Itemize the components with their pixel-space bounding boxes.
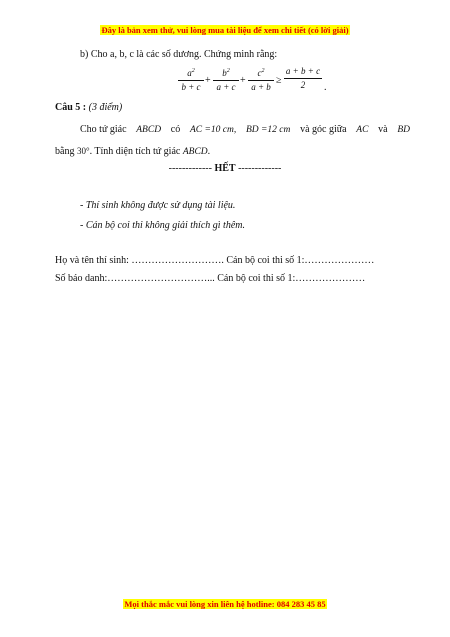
q5-angle: 30°: [76, 146, 90, 156]
question-5-line-2: [55, 146, 210, 157]
plus-sign-1: +: [205, 75, 211, 86]
f2-den: a + c: [216, 82, 236, 92]
end-word: HẾT: [214, 163, 236, 174]
f2-sup: 2: [226, 68, 230, 74]
question-5-points: (3 điểm): [88, 102, 123, 113]
q5-text-1: Cho tứ giác: [80, 124, 127, 135]
f2-num: b: [222, 68, 227, 78]
f1-sup: 2: [191, 68, 195, 74]
hotline-banner: [0, 599, 450, 609]
q5-ac-eq: AC =10 cm,: [189, 125, 237, 135]
q5-abcd-1: ABCD: [136, 125, 162, 135]
end-marker: [0, 163, 450, 174]
f3-num: c: [257, 68, 262, 78]
geq-sign: ≥: [276, 75, 282, 86]
candidate-name-field: Họ và tên thí sinh: ………………………. Cán bộ coi thi số 1:…………………: [55, 255, 375, 266]
q5-dot: .: [207, 146, 211, 157]
note-no-materials: - Thí sinh không được sử dụng tài liệu.: [80, 200, 236, 211]
f1-num: a: [187, 68, 192, 78]
q5-bd: BD: [397, 125, 410, 135]
q5-bd-eq: BD =12 cm: [245, 125, 291, 135]
fraction-c2: [248, 66, 274, 93]
hotline-banner-text: Mọi thắc mắc vui lòng xin liên hệ hotline: 084 283 45 85: [124, 599, 326, 609]
q5-ac: AC: [356, 125, 369, 135]
f3-den: a + b: [251, 82, 271, 92]
q5-text-4: và: [378, 124, 388, 135]
formula-period: .: [324, 82, 327, 93]
part-b-text: b) Cho a, b, c là các số dương. Chứng minh rằng:: [80, 49, 278, 60]
f3-sup: 2: [261, 68, 265, 74]
candidate-number-field: Số báo danh:…………………………... Cán bộ coi thi số 1:…………………: [55, 273, 366, 284]
fraction-b2: [213, 66, 239, 93]
preview-banner-text: Đây là bản xem thử, vui lòng mua tài liệu để xem chi tiết (có lời giải): [101, 25, 349, 35]
q5-text-3: và góc giữa: [300, 124, 347, 135]
q5-text-2: có: [170, 124, 181, 135]
rhs-num: a + b + c: [284, 66, 322, 79]
f1-den: b + c: [181, 82, 201, 92]
fraction-a2: [178, 66, 204, 93]
plus-sign-2: +: [240, 75, 246, 86]
end-dashes-right: -------------: [238, 163, 282, 174]
preview-banner: [0, 25, 450, 35]
q5-abcd-2: ABCD: [182, 147, 208, 157]
note-no-explanation: - Cán bộ coi thi không giải thích gì thêm.: [80, 220, 245, 231]
end-dashes-left: -------------: [168, 163, 212, 174]
q5-text-5: bằng: [55, 146, 75, 157]
question-5-title: Câu 5 :: [55, 102, 87, 113]
fraction-rhs: [284, 66, 322, 91]
q5-text-6: . Tính diện tích tứ giác: [89, 146, 181, 157]
question-5-line-1: [80, 124, 410, 135]
question-5-heading: [55, 102, 122, 113]
rhs-den: 2: [300, 80, 306, 90]
